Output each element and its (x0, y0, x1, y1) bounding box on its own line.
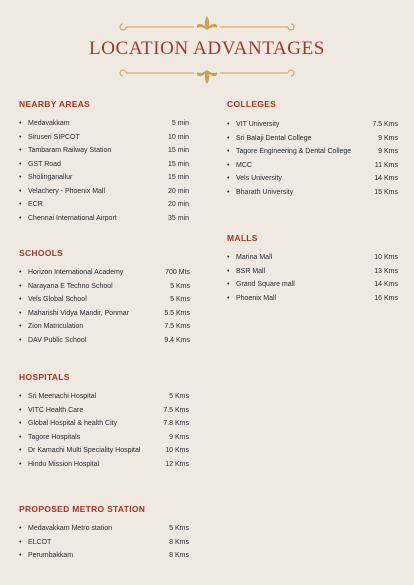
list-item: • Dr Kamachi Multi Speciality Hospital 10 Kms (19, 447, 189, 454)
list-item: • Perumbakkam 8 Kms (19, 552, 189, 559)
list-item: • GST Road 15 min (19, 160, 189, 168)
list-item: • Tagore Hospitals 9 Kms (19, 433, 189, 441)
list-item: • Siruseri SIPCOT 10 min (19, 133, 189, 141)
section-heading-malls: MALLS (227, 233, 258, 243)
list-item: • Horizon International Academy 700 Mts (19, 269, 190, 276)
schools-list (19, 266, 190, 347)
list-item: • Hindu Mission Hospital 12 Kms (19, 460, 189, 468)
colleges-list (227, 118, 398, 199)
fleur-ornament-icon (112, 12, 302, 36)
section-heading-metro: PROPOSED METRO STATION (19, 504, 146, 514)
list-item: • BSR Mall 13 Kms (227, 267, 398, 275)
section-heading-colleges: COLLEGES (227, 99, 277, 109)
list-item: • Tambaram Railway Station 15 min (19, 147, 189, 154)
page-title: LOCATION ADVANTAGES (89, 38, 325, 59)
malls-list (227, 251, 398, 305)
list-item: • Chennai International Airport 35 min (19, 214, 189, 222)
list-item: • Medavakkam Metro station 5 Kms (19, 525, 189, 532)
list-item: • Narayana E Techno School 5 Kms (19, 282, 190, 290)
list-item: • Global Hospital & health City 7.8 Kms (19, 420, 189, 427)
list-item: • ELCOT 8 Kms (19, 538, 189, 546)
list-item: • Vels Global School 5 Kms (19, 296, 190, 303)
list-item: • Medavakkam 5 min (19, 120, 189, 127)
hospitals-list (19, 390, 189, 471)
list-item: • Vels University 14 Kms (227, 175, 398, 182)
list-item: • Sholinganallur 15 min (19, 174, 189, 181)
section-heading-schools: SCHOOLS (19, 248, 64, 258)
section-heading-nearby: NEARBY AREAS (19, 99, 91, 109)
nearby-list (19, 117, 189, 225)
metro-list (19, 522, 189, 563)
list-item: • Marina Mall 10 Kms (227, 254, 398, 261)
list-item: • Velachery - Phoenix Mall 20 min (19, 187, 189, 195)
list-item: • VITC Health Care 7.5 Kms (19, 406, 189, 414)
list-item: • Bharath University 15 Kms (227, 188, 398, 196)
list-item: • Sri Balaji Dental College 9 Kms (227, 134, 398, 142)
list-item: • DAV Public School 9.4 Kms (19, 336, 190, 344)
list-item: • Grand Square mall 14 Kms (227, 281, 398, 288)
fleur-ornament-icon (112, 64, 302, 88)
list-item: • VIT University 7.5 Kms (227, 121, 398, 128)
section-heading-hospitals: HOSPITALS (19, 372, 70, 382)
list-item: • Sri Meenachi Hospital 5 Kms (19, 393, 189, 400)
list-item: • Maharishi Vidya Mandir, Ponmar 5.5 Kms (19, 309, 190, 317)
list-item: • Phoenix Mall 16 Kms (227, 294, 398, 302)
list-item: • Tagore Engineering & Dental College 9 Kms (227, 148, 398, 155)
list-item: • MCC 11 Kms (227, 161, 398, 169)
list-item: • ECR 20 min (19, 201, 189, 208)
list-item: • Zion Matriculation 7.5 Kms (19, 323, 190, 330)
